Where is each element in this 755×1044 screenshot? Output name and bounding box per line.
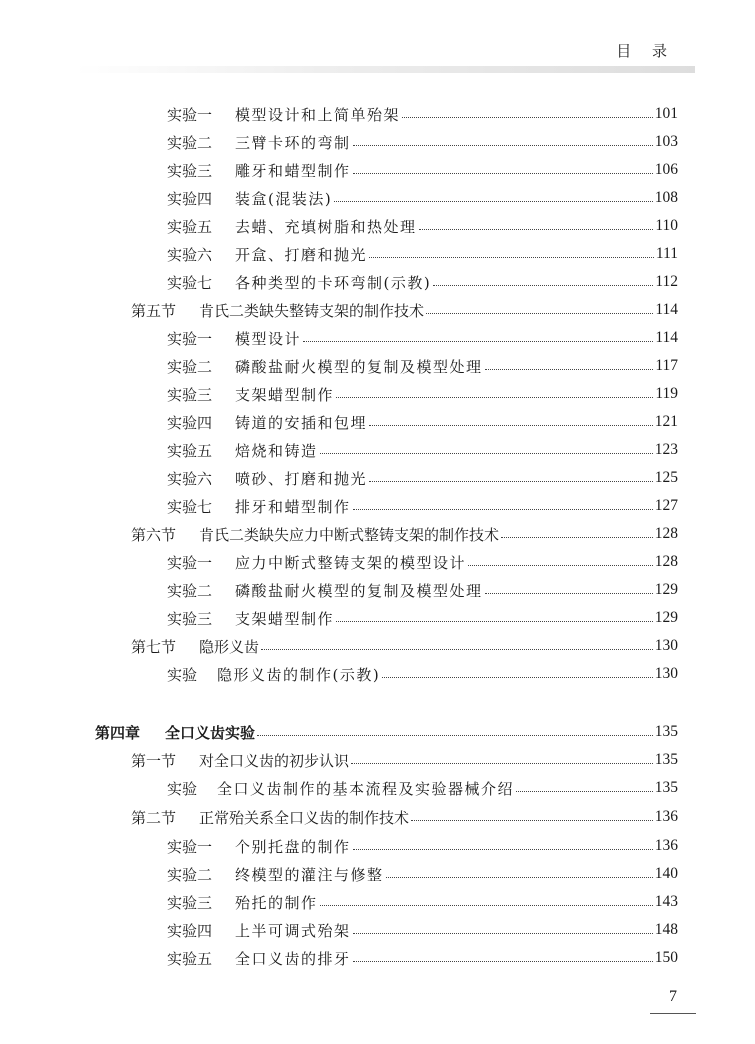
entry-label: 实验五 (167, 441, 213, 460)
entry-title: 去蜡、充填树脂和热处理 (235, 217, 417, 236)
dot-leader (320, 904, 653, 906)
dot-leader (386, 876, 653, 878)
dot-leader (369, 424, 653, 426)
dot-leader (353, 172, 653, 174)
toc-entry[interactable] (167, 324, 678, 352)
toc-entry[interactable] (167, 268, 678, 296)
entry-label: 实验二 (167, 357, 213, 376)
entry-page: 123 (654, 441, 678, 458)
dot-leader (411, 819, 653, 821)
toc-chapter[interactable] (95, 718, 678, 746)
toc-entry[interactable] (167, 888, 678, 916)
dot-leader (351, 762, 653, 764)
entry-page: 110 (655, 217, 678, 234)
dot-leader (261, 648, 653, 650)
entry-page: 106 (654, 161, 678, 178)
toc-entry[interactable] (167, 548, 678, 576)
entry-title: 开盒、打磨和抛光 (235, 245, 368, 264)
entry-label: 实验五 (167, 217, 213, 236)
dot-leader (419, 228, 654, 230)
entry-label: 实验二 (167, 581, 213, 600)
entry-title: 装盒(混装法) (235, 189, 333, 208)
toc-section[interactable] (131, 803, 678, 831)
entry-label: 实验四 (167, 189, 213, 208)
entry-label: 实验一 (167, 553, 213, 572)
toc-entry[interactable] (167, 944, 678, 972)
entry-label: 第一节 (131, 751, 177, 770)
entry-page: 130 (654, 637, 678, 654)
toc-entry[interactable] (167, 212, 678, 240)
entry-label: 实验四 (167, 921, 213, 940)
entry-title: 模型设计 (235, 329, 302, 348)
entry-page: 135 (654, 751, 678, 768)
toc-entry[interactable] (167, 436, 678, 464)
entry-label: 实验三 (167, 609, 213, 628)
entry-label: 实验三 (167, 893, 213, 912)
entry-page: 114 (655, 329, 678, 346)
entry-label: 实验三 (167, 161, 213, 180)
dot-leader (353, 848, 653, 850)
entry-label: 实验七 (167, 273, 213, 292)
toc-entry[interactable] (167, 576, 678, 604)
toc-section[interactable] (131, 296, 678, 324)
toc-entry[interactable] (167, 464, 678, 492)
entry-page: 111 (655, 245, 678, 262)
toc-entry[interactable] (167, 604, 678, 632)
dot-leader (334, 200, 653, 202)
entry-title: 全口义齿实验 (165, 723, 256, 742)
entry-title: 磷酸盐耐火模型的复制及模型处理 (235, 581, 483, 600)
entry-title: 模型设计和上简单殆架 (235, 105, 401, 124)
dot-leader (353, 144, 653, 146)
entry-label: 实验四 (167, 413, 213, 432)
entry-label: 第七节 (131, 637, 177, 656)
dot-leader (320, 452, 653, 454)
entry-page: 130 (654, 665, 678, 682)
entry-title: 铸道的安插和包埋 (235, 413, 368, 432)
entry-page: 136 (654, 808, 678, 825)
toc-entry[interactable] (167, 492, 678, 520)
entry-title: 肯氏二类缺失应力中断式整铸支架的制作技术 (199, 525, 500, 544)
toc-entry[interactable] (167, 380, 678, 408)
entry-page: 143 (654, 893, 678, 910)
entry-title: 殆托的制作 (235, 893, 318, 912)
entry-page: 112 (655, 273, 678, 290)
entry-page: 148 (654, 921, 678, 938)
dot-leader (468, 564, 653, 566)
entry-page: 127 (654, 497, 678, 514)
dot-leader (485, 592, 653, 594)
entry-page: 128 (654, 553, 678, 570)
entry-page: 150 (654, 949, 678, 966)
entry-label: 实验五 (167, 949, 213, 968)
dot-leader (336, 396, 653, 398)
entry-title: 全口义齿的排牙 (235, 949, 351, 968)
dot-leader (426, 312, 653, 314)
dot-leader (516, 790, 653, 792)
entry-label: 实验 (167, 665, 198, 684)
entry-page: 129 (654, 581, 678, 598)
dot-leader (402, 116, 653, 118)
entry-label: 第五节 (131, 301, 177, 320)
dot-leader (336, 620, 653, 622)
toc-entry[interactable] (167, 860, 678, 888)
toc-section[interactable] (131, 632, 678, 660)
dot-leader (303, 340, 653, 342)
entry-title: 全口义齿制作的基本流程及实验器械介绍 (217, 779, 515, 798)
entry-page: 121 (654, 413, 678, 430)
entry-title: 应力中断式整铸支架的模型设计 (235, 553, 467, 572)
entry-page: 128 (654, 525, 678, 542)
entry-title: 上半可调式殆架 (235, 921, 351, 940)
entry-label: 实验六 (167, 469, 213, 488)
entry-label: 实验 (167, 779, 198, 798)
entry-title: 三臂卡环的弯制 (235, 133, 351, 152)
page-number: 7 (669, 988, 677, 1005)
dot-leader (353, 508, 653, 510)
toc-entry[interactable] (167, 352, 678, 380)
entry-title: 排牙和蜡型制作 (235, 497, 351, 516)
entry-title: 对全口义齿的初步认识 (199, 751, 350, 770)
dot-leader (353, 960, 653, 962)
entry-label: 实验一 (167, 105, 213, 124)
toc-section[interactable] (131, 746, 678, 774)
entry-label: 实验一 (167, 329, 213, 348)
entry-page: 103 (654, 133, 678, 150)
entry-title: 隐形义齿的制作(示教) (217, 665, 381, 684)
dot-leader (382, 676, 653, 678)
entry-page: 136 (654, 837, 678, 854)
toc-entry[interactable] (167, 916, 678, 944)
entry-page: 125 (654, 469, 678, 486)
entry-title: 终模型的灌注与修整 (235, 865, 384, 884)
entry-title: 磷酸盐耐火模型的复制及模型处理 (235, 357, 483, 376)
dot-leader (433, 284, 653, 286)
entry-label: 第二节 (131, 808, 177, 827)
entry-page: 101 (654, 105, 678, 122)
dot-leader (353, 932, 653, 934)
entry-title: 正常殆关系全口义齿的制作技术 (199, 808, 410, 827)
entry-label: 实验三 (167, 385, 213, 404)
toc-entry[interactable] (167, 156, 678, 184)
dot-leader (369, 256, 654, 258)
dot-leader (257, 734, 653, 736)
toc-entry[interactable] (167, 774, 678, 802)
entry-title: 隐形义齿 (199, 637, 260, 656)
toc-section[interactable] (131, 520, 678, 548)
toc-entry[interactable] (167, 100, 678, 128)
entry-label: 实验一 (167, 837, 213, 856)
entry-label: 实验二 (167, 865, 213, 884)
entry-title: 喷砂、打磨和抛光 (235, 469, 368, 488)
toc-entry[interactable] (167, 660, 678, 688)
entry-title: 支架蜡型制作 (235, 609, 335, 628)
entry-label: 实验七 (167, 497, 213, 516)
entry-label: 第四章 (95, 723, 141, 742)
entry-page: 108 (654, 189, 678, 206)
dot-leader (369, 480, 653, 482)
entry-label: 实验六 (167, 245, 213, 264)
toc-entry[interactable] (167, 128, 678, 156)
entry-title: 焙烧和铸造 (235, 441, 318, 460)
entry-page: 114 (655, 301, 678, 318)
entry-title: 支架蜡型制作 (235, 385, 335, 404)
header-rule (75, 66, 695, 73)
entry-label: 第六节 (131, 525, 177, 544)
entry-title: 各种类型的卡环弯制(示教) (235, 273, 432, 292)
entry-page: 135 (654, 723, 678, 740)
header-title: 目 录 (616, 42, 675, 60)
entry-page: 129 (654, 609, 678, 626)
entry-page: 140 (654, 865, 678, 882)
toc-entry[interactable] (167, 832, 678, 860)
entry-page: 117 (655, 357, 678, 374)
dot-leader (485, 368, 654, 370)
toc-entry[interactable] (167, 184, 678, 212)
entry-label: 实验二 (167, 133, 213, 152)
entry-title: 肯氏二类缺失整铸支架的制作技术 (199, 301, 425, 320)
entry-page: 135 (654, 779, 678, 796)
toc-entry[interactable] (167, 408, 678, 436)
footer-rule (650, 1013, 696, 1014)
dot-leader (501, 536, 653, 538)
entry-page: 119 (655, 385, 678, 402)
entry-title: 雕牙和蜡型制作 (235, 161, 351, 180)
entry-title: 个别托盘的制作 (235, 837, 351, 856)
toc-entry[interactable] (167, 240, 678, 268)
